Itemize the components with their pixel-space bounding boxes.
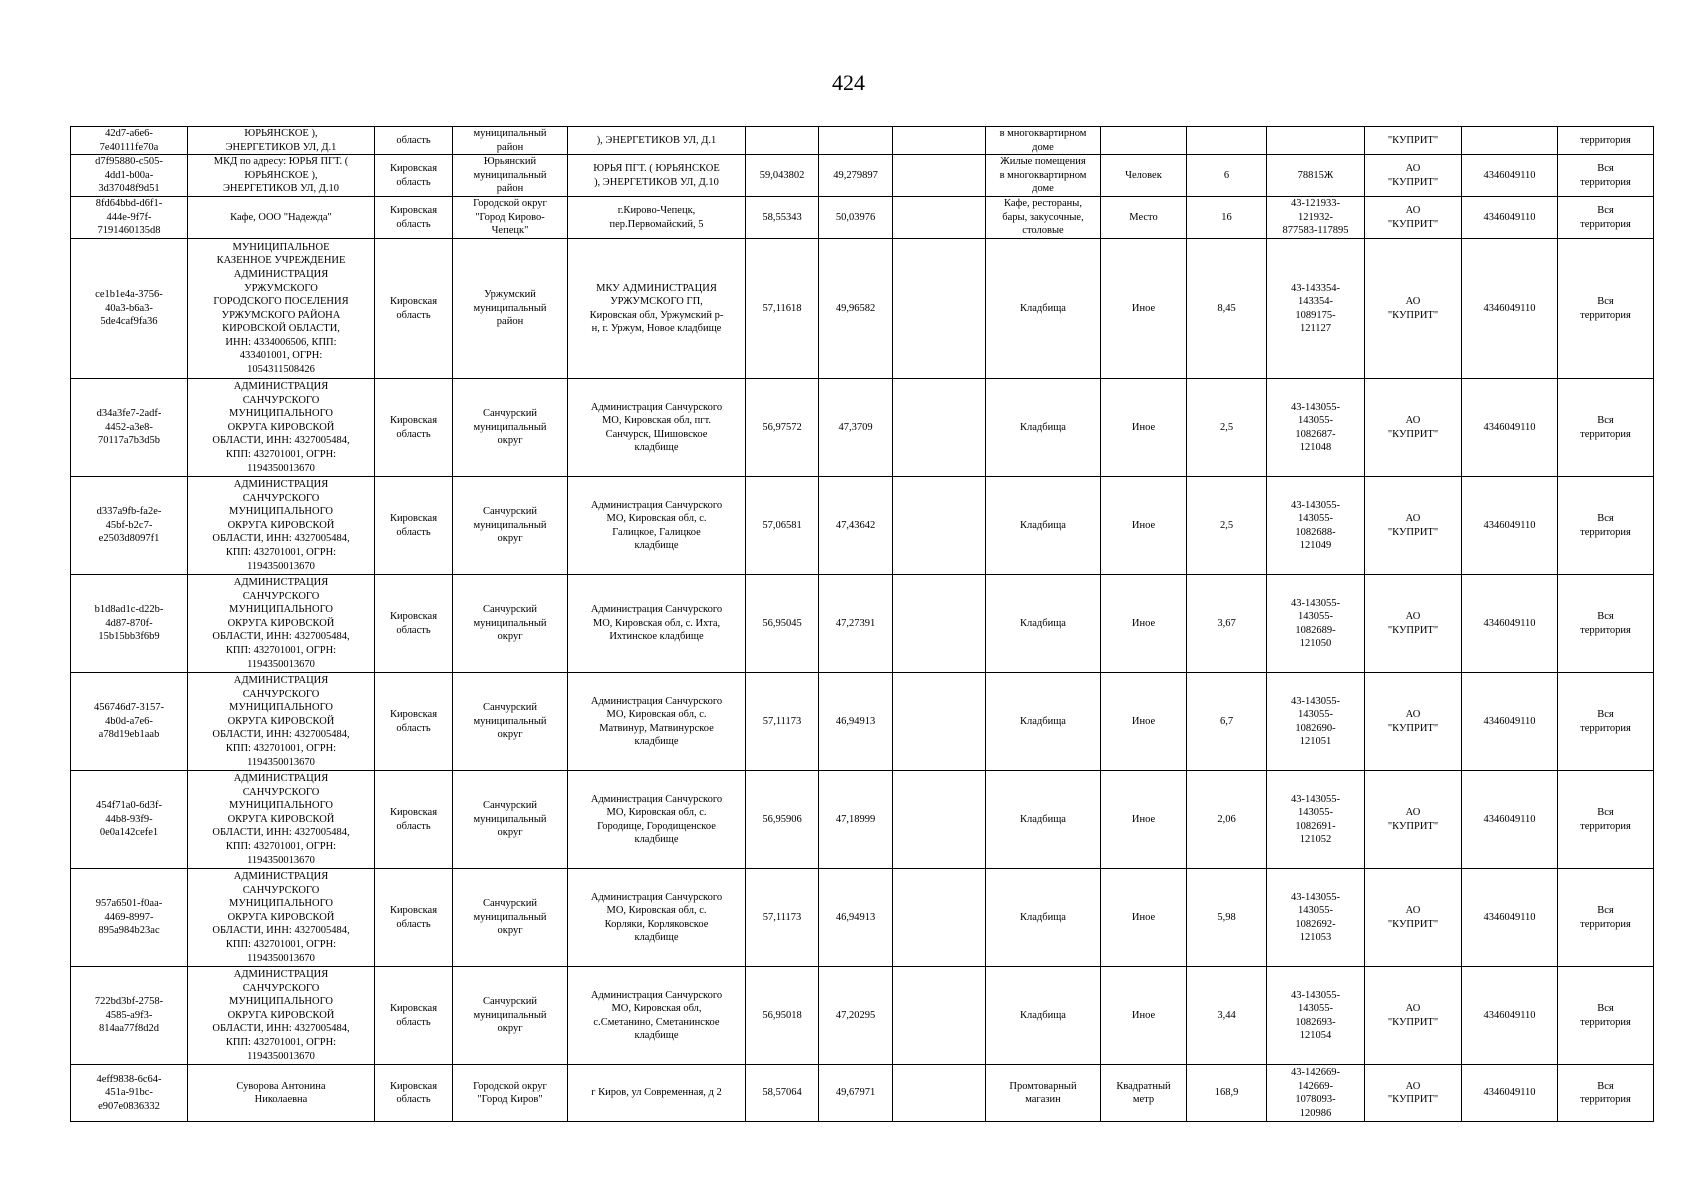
cell-object-name: АДМИНИСТРАЦИЯ САНЧУРСКОГО МУНИЦИПАЛЬНОГО ОКРУГА КИРОВСКОЙ ОБЛАСТИ, ИНН: 4327005484, КПП: 432701001, ОГРН: 1194350013670 (188, 771, 375, 869)
cell-object-name: МКД по адресу: ЮРЬЯ ПГТ. ( ЮРЬЯНСКОЕ ), ЭНЕРГЕТИКОВ УЛ, Д.10 (188, 155, 375, 197)
cell-operator: АО "КУПРИТ" (1365, 575, 1462, 673)
cell-region: Кировская область (375, 1065, 453, 1122)
cell-region: Кировская область (375, 575, 453, 673)
cell-object-id: 42d7-a6e6- 7e40111fe70a (71, 127, 188, 155)
cell-object-id: 722bd3bf-2758- 4585-a9f3- 814aa77f8d2d (71, 967, 188, 1065)
cell-object-id: b1d8ad1c-d22b- 4d87-870f- 15b15bb3f6b9 (71, 575, 188, 673)
table-row (71, 869, 1654, 967)
cell-latitude: 58,57064 (746, 1065, 819, 1122)
cell-quantity: 2,5 (1187, 477, 1267, 575)
cell-latitude: 57,11173 (746, 869, 819, 967)
cell-address: Администрация Санчурского МО, Кировская обл, пгт. Санчурск, Шишовское кладбище (568, 379, 746, 477)
cell-empty-col (893, 1065, 986, 1122)
cell-operator: АО "КУПРИТ" (1365, 239, 1462, 379)
cell-quantity: 168,9 (1187, 1065, 1267, 1122)
cell-object-id: d337a9fb-fa2e- 45bf-b2c7- e2503d8097f1 (71, 477, 188, 575)
cell-municipality: Санчурский муниципальный округ (453, 771, 568, 869)
cell-municipality: Санчурский муниципальный округ (453, 575, 568, 673)
cell-territory: Вся территория (1558, 379, 1654, 477)
cell-object-id: 8fd64bbd-d6f1- 444e-9f7f- 7191460135d8 (71, 197, 188, 239)
cell-operator: АО "КУПРИТ" (1365, 673, 1462, 771)
cell-territory: Вся территория (1558, 1065, 1654, 1122)
cell-municipality: Санчурский муниципальный округ (453, 673, 568, 771)
cell-reg-number: 43-143055- 143055- 1082689- 121050 (1267, 575, 1365, 673)
cell-longitude: 46,94913 (819, 673, 893, 771)
cell-inn: 4346049110 (1462, 967, 1558, 1065)
table-row (71, 379, 1654, 477)
cell-address: МКУ АДМИНИСТРАЦИЯ УРЖУМСКОГО ГП, Кировская обл, Уржумский р- н, г. Уржум, Новое кладбище (568, 239, 746, 379)
cell-object-id: 454f71a0-6d3f- 44b8-93f9- 0e0a142cefe1 (71, 771, 188, 869)
cell-object-name: АДМИНИСТРАЦИЯ САНЧУРСКОГО МУНИЦИПАЛЬНОГО ОКРУГА КИРОВСКОЙ ОБЛАСТИ, ИНН: 4327005484, КПП: 432701001, ОГРН: 1194350013670 (188, 575, 375, 673)
cell-operator: АО "КУПРИТ" (1365, 197, 1462, 239)
cell-unit: Место (1101, 197, 1187, 239)
cell-quantity: 6,7 (1187, 673, 1267, 771)
cell-object-name: Кафе, ООО "Надежда" (188, 197, 375, 239)
cell-quantity: 5,98 (1187, 869, 1267, 967)
cell-operator: АО "КУПРИТ" (1365, 1065, 1462, 1122)
cell-object-id: ce1b1e4a-3756- 40a3-b6a3- 5de4caf9fa36 (71, 239, 188, 379)
cell-object-category: Кладбища (986, 575, 1101, 673)
cell-reg-number: 43-143055- 143055- 1082688- 121049 (1267, 477, 1365, 575)
cell-unit: Иное (1101, 673, 1187, 771)
cell-municipality: Уржумский муниципальный район (453, 239, 568, 379)
cell-longitude: 47,18999 (819, 771, 893, 869)
cell-region: Кировская область (375, 673, 453, 771)
cell-quantity: 3,44 (1187, 967, 1267, 1065)
cell-municipality: Санчурский муниципальный округ (453, 477, 568, 575)
cell-region: Кировская область (375, 379, 453, 477)
cell-object-category: Кладбища (986, 673, 1101, 771)
cell-empty-col (893, 575, 986, 673)
cell-quantity: 3,67 (1187, 575, 1267, 673)
cell-longitude: 49,96582 (819, 239, 893, 379)
cell-latitude: 56,95906 (746, 771, 819, 869)
cell-object-id: d34a3fe7-2adf- 4452-a3e8- 70117a7b3d5b (71, 379, 188, 477)
cell-latitude: 59,043802 (746, 155, 819, 197)
cell-inn: 4346049110 (1462, 771, 1558, 869)
cell-unit: Квадратный метр (1101, 1065, 1187, 1122)
cell-inn: 4346049110 (1462, 673, 1558, 771)
cell-operator: АО "КУПРИТ" (1365, 155, 1462, 197)
table-body (71, 127, 1654, 1122)
cell-latitude: 56,95045 (746, 575, 819, 673)
cell-inn: 4346049110 (1462, 379, 1558, 477)
cell-object-category: Кладбища (986, 967, 1101, 1065)
table-row (71, 967, 1654, 1065)
cell-longitude: 47,27391 (819, 575, 893, 673)
cell-operator: "КУПРИТ" (1365, 127, 1462, 155)
cell-latitude: 56,97572 (746, 379, 819, 477)
cell-address: ЮРЬЯ ПГТ. ( ЮРЬЯНСКОЕ ), ЭНЕРГЕТИКОВ УЛ, Д.10 (568, 155, 746, 197)
table-row (71, 127, 1654, 155)
cell-object-name: ЮРЬЯНСКОЕ ), ЭНЕРГЕТИКОВ УЛ, Д.1 (188, 127, 375, 155)
cell-empty-col (893, 379, 986, 477)
cell-object-category: Кладбища (986, 379, 1101, 477)
cell-quantity: 16 (1187, 197, 1267, 239)
table-row (71, 239, 1654, 379)
cell-empty-col (893, 197, 986, 239)
cell-empty-col (893, 869, 986, 967)
cell-empty-col (893, 771, 986, 869)
cell-object-category: в многоквартирном доме (986, 127, 1101, 155)
cell-region: Кировская область (375, 771, 453, 869)
cell-longitude: 47,20295 (819, 967, 893, 1065)
cell-region: Кировская область (375, 967, 453, 1065)
cell-reg-number: 43-142669- 142669- 1078093- 120986 (1267, 1065, 1365, 1122)
cell-address: Администрация Санчурского МО, Кировская обл, с.Сметанино, Сметанинское кладбище (568, 967, 746, 1065)
cell-unit: Иное (1101, 477, 1187, 575)
cell-unit: Иное (1101, 967, 1187, 1065)
cell-longitude: 47,3709 (819, 379, 893, 477)
cell-quantity: 6 (1187, 155, 1267, 197)
table-row (71, 1065, 1654, 1122)
registry-table (70, 126, 1654, 1122)
cell-region: Кировская область (375, 155, 453, 197)
cell-inn: 4346049110 (1462, 197, 1558, 239)
cell-object-category: Кладбища (986, 239, 1101, 379)
cell-empty-col (893, 477, 986, 575)
cell-inn: 4346049110 (1462, 155, 1558, 197)
cell-territory: Вся территория (1558, 239, 1654, 379)
cell-object-category: Кладбища (986, 771, 1101, 869)
cell-latitude: 57,11173 (746, 673, 819, 771)
cell-address: Администрация Санчурского МО, Кировская обл, с. Матвинур, Матвинурское кладбище (568, 673, 746, 771)
cell-operator: АО "КУПРИТ" (1365, 379, 1462, 477)
cell-latitude (746, 127, 819, 155)
cell-territory: территория (1558, 127, 1654, 155)
cell-territory: Вся территория (1558, 477, 1654, 575)
cell-inn (1462, 127, 1558, 155)
cell-quantity (1187, 127, 1267, 155)
cell-object-id: 4eff9838-6c64- 451a-91bc- e907e0836332 (71, 1065, 188, 1122)
cell-quantity: 2,5 (1187, 379, 1267, 477)
cell-address: г.Кирово-Чепецк, пер.Первомайский, 5 (568, 197, 746, 239)
cell-latitude: 57,11618 (746, 239, 819, 379)
cell-object-name: АДМИНИСТРАЦИЯ САНЧУРСКОГО МУНИЦИПАЛЬНОГО ОКРУГА КИРОВСКОЙ ОБЛАСТИ, ИНН: 4327005484, КПП: 432701001, ОГРН: 1194350013670 (188, 379, 375, 477)
cell-address: г Киров, ул Современная, д 2 (568, 1065, 746, 1122)
cell-unit: Иное (1101, 869, 1187, 967)
cell-address: Администрация Санчурского МО, Кировская обл, с. Городище, Городищенское кладбище (568, 771, 746, 869)
cell-unit (1101, 127, 1187, 155)
cell-operator: АО "КУПРИТ" (1365, 967, 1462, 1065)
cell-object-name: АДМИНИСТРАЦИЯ САНЧУРСКОГО МУНИЦИПАЛЬНОГО ОКРУГА КИРОВСКОЙ ОБЛАСТИ, ИНН: 4327005484, КПП: 432701001, ОГРН: 1194350013670 (188, 967, 375, 1065)
cell-object-name: АДМИНИСТРАЦИЯ САНЧУРСКОГО МУНИЦИПАЛЬНОГО ОКРУГА КИРОВСКОЙ ОБЛАСТИ, ИНН: 4327005484, КПП: 432701001, ОГРН: 1194350013670 (188, 477, 375, 575)
cell-municipality: муниципальный район (453, 127, 568, 155)
cell-unit: Иное (1101, 771, 1187, 869)
cell-object-category: Промтоварный магазин (986, 1065, 1101, 1122)
cell-unit: Иное (1101, 379, 1187, 477)
cell-territory: Вся территория (1558, 197, 1654, 239)
cell-region: Кировская область (375, 477, 453, 575)
cell-empty-col (893, 967, 986, 1065)
cell-reg-number: 78815Ж (1267, 155, 1365, 197)
cell-unit: Иное (1101, 239, 1187, 379)
cell-latitude: 56,95018 (746, 967, 819, 1065)
cell-inn: 4346049110 (1462, 477, 1558, 575)
cell-address: Администрация Санчурского МО, Кировская обл, с. Корляки, Корляковское кладбище (568, 869, 746, 967)
cell-territory: Вся территория (1558, 967, 1654, 1065)
cell-empty-col (893, 239, 986, 379)
cell-object-name: АДМИНИСТРАЦИЯ САНЧУРСКОГО МУНИЦИПАЛЬНОГО ОКРУГА КИРОВСКОЙ ОБЛАСТИ, ИНН: 4327005484, КПП: 432701001, ОГРН: 1194350013670 (188, 869, 375, 967)
cell-latitude: 58,55343 (746, 197, 819, 239)
cell-object-category: Кладбища (986, 477, 1101, 575)
cell-object-id: 957a6501-f0aa- 4469-8997- 895a984b23ac (71, 869, 188, 967)
cell-longitude: 49,67971 (819, 1065, 893, 1122)
cell-unit: Человек (1101, 155, 1187, 197)
cell-longitude (819, 127, 893, 155)
cell-reg-number: 43-143354- 143354- 1089175- 121127 (1267, 239, 1365, 379)
cell-operator: АО "КУПРИТ" (1365, 477, 1462, 575)
cell-latitude: 57,06581 (746, 477, 819, 575)
cell-territory: Вся территория (1558, 155, 1654, 197)
table-row (71, 197, 1654, 239)
cell-object-category: Жилые помещения в многоквартирном доме (986, 155, 1101, 197)
cell-object-category: Кладбища (986, 869, 1101, 967)
cell-operator: АО "КУПРИТ" (1365, 771, 1462, 869)
cell-reg-number: 43-143055- 143055- 1082692- 121053 (1267, 869, 1365, 967)
cell-municipality: Юрьянский муниципальный район (453, 155, 568, 197)
page-number: 424 (832, 70, 865, 95)
cell-municipality: Городской округ "Город Кирово- Чепецк" (453, 197, 568, 239)
cell-inn: 4346049110 (1462, 1065, 1558, 1122)
cell-empty-col (893, 127, 986, 155)
cell-object-id: d7f95880-c505- 4dd1-b00a- 3d37048f9d51 (71, 155, 188, 197)
cell-longitude: 49,279897 (819, 155, 893, 197)
cell-territory: Вся территория (1558, 673, 1654, 771)
cell-municipality: Санчурский муниципальный округ (453, 967, 568, 1065)
cell-address: Администрация Санчурского МО, Кировская обл, с. Галицкое, Галицкое кладбище (568, 477, 746, 575)
cell-inn: 4346049110 (1462, 575, 1558, 673)
cell-object-category: Кафе, рестораны, бары, закусочные, столовые (986, 197, 1101, 239)
table-row (71, 673, 1654, 771)
cell-quantity: 2,06 (1187, 771, 1267, 869)
table-row (71, 771, 1654, 869)
cell-object-name: Суворова Антонина Николаевна (188, 1065, 375, 1122)
cell-operator: АО "КУПРИТ" (1365, 869, 1462, 967)
cell-inn: 4346049110 (1462, 239, 1558, 379)
cell-reg-number: 43-143055- 143055- 1082687- 121048 (1267, 379, 1365, 477)
cell-region: Кировская область (375, 239, 453, 379)
cell-municipality: Городской округ "Город Киров" (453, 1065, 568, 1122)
cell-territory: Вся территория (1558, 869, 1654, 967)
cell-reg-number: 43-143055- 143055- 1082690- 121051 (1267, 673, 1365, 771)
cell-reg-number: 43-121933- 121932- 877583-117895 (1267, 197, 1365, 239)
cell-reg-number: 43-143055- 143055- 1082693- 121054 (1267, 967, 1365, 1065)
table-row (71, 477, 1654, 575)
cell-longitude: 47,43642 (819, 477, 893, 575)
cell-region: Кировская область (375, 197, 453, 239)
cell-reg-number (1267, 127, 1365, 155)
table-row (71, 575, 1654, 673)
cell-territory: Вся территория (1558, 771, 1654, 869)
cell-longitude: 46,94913 (819, 869, 893, 967)
table-row (71, 155, 1654, 197)
cell-reg-number: 43-143055- 143055- 1082691- 121052 (1267, 771, 1365, 869)
cell-object-name: АДМИНИСТРАЦИЯ САНЧУРСКОГО МУНИЦИПАЛЬНОГО ОКРУГА КИРОВСКОЙ ОБЛАСТИ, ИНН: 4327005484, КПП: 432701001, ОГРН: 1194350013670 (188, 673, 375, 771)
cell-object-id: 456746d7-3157- 4b0d-a7e6- a78d19eb1aab (71, 673, 188, 771)
cell-territory: Вся территория (1558, 575, 1654, 673)
cell-unit: Иное (1101, 575, 1187, 673)
cell-municipality: Санчурский муниципальный округ (453, 379, 568, 477)
cell-longitude: 50,03976 (819, 197, 893, 239)
cell-region: Кировская область (375, 869, 453, 967)
cell-quantity: 8,45 (1187, 239, 1267, 379)
cell-region: область (375, 127, 453, 155)
cell-empty-col (893, 673, 986, 771)
cell-empty-col (893, 155, 986, 197)
cell-object-name: МУНИЦИПАЛЬНОЕ КАЗЕННОЕ УЧРЕЖДЕНИЕ АДМИНИСТРАЦИЯ УРЖУМСКОГО ГОРОДСКОГО ПОСЕЛЕНИЯ УРЖУМСКОГО РАЙОНА КИРОВСКОЙ ОБЛАСТИ, ИНН: 4334006506, КПП: 433401001, ОГРН: 1054311508426 (188, 239, 375, 379)
cell-municipality: Санчурский муниципальный округ (453, 869, 568, 967)
cell-address: ), ЭНЕРГЕТИКОВ УЛ, Д.1 (568, 127, 746, 155)
cell-address: Администрация Санчурского МО, Кировская обл, с. Ихта, Ихтинское кладбище (568, 575, 746, 673)
cell-inn: 4346049110 (1462, 869, 1558, 967)
